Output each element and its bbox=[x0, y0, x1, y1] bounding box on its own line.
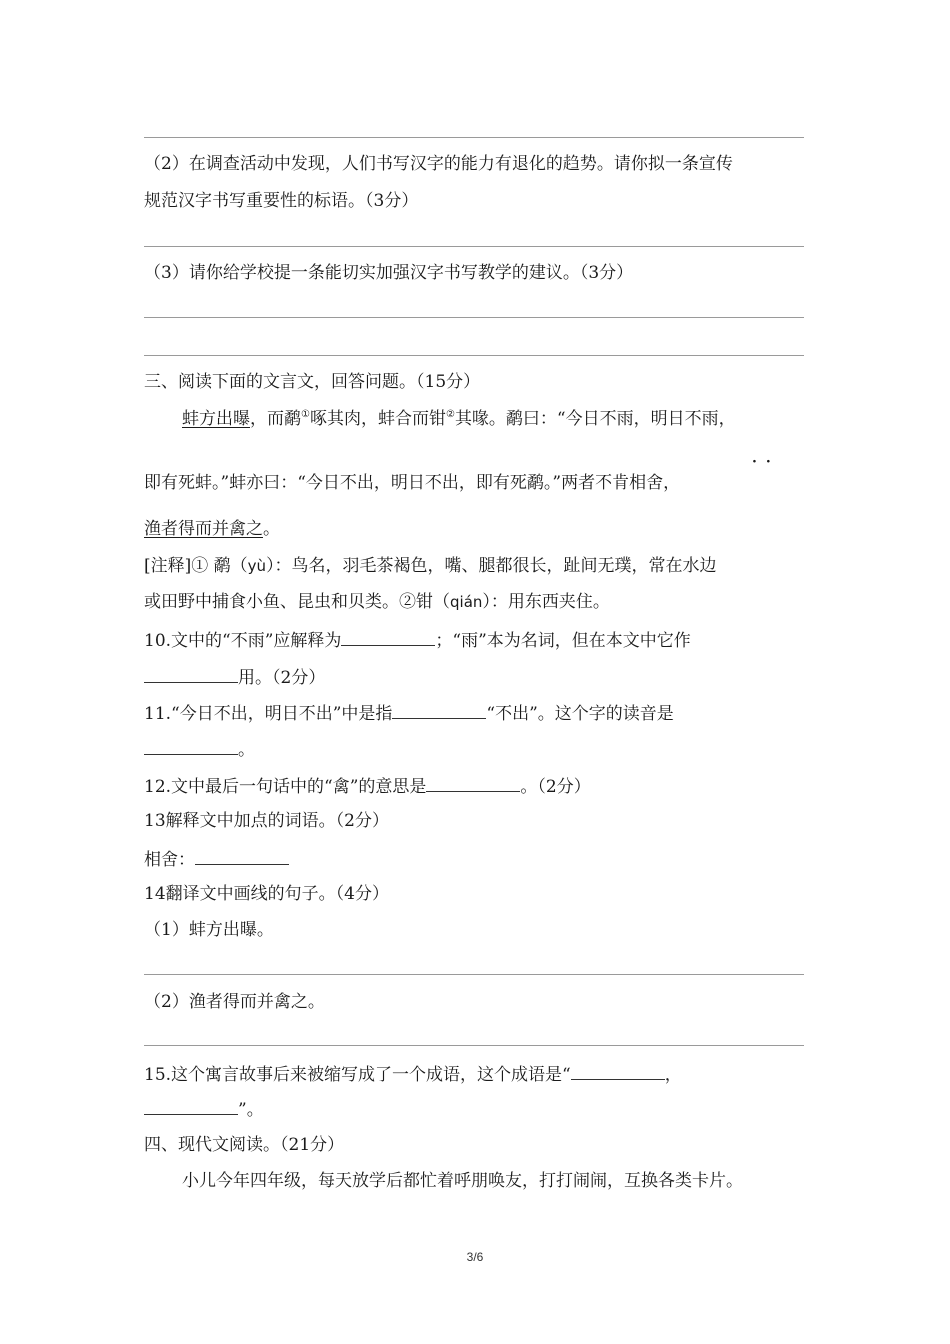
answer-blank[interactable] bbox=[392, 704, 486, 719]
q12-text: 12.文中最后一句话中的“禽”的意思是 。（2分） bbox=[144, 777, 591, 797]
answer-line bbox=[144, 137, 804, 138]
q15-line2: ”。 bbox=[144, 1100, 264, 1119]
section4-title: 四、现代文阅读。（21分） bbox=[144, 1135, 345, 1155]
note-mark-2: ② bbox=[445, 409, 455, 420]
answer-line bbox=[144, 974, 804, 975]
answer-blank[interactable] bbox=[144, 1100, 238, 1115]
q2-line2: 规范汉字书写重要性的标语。（3分） bbox=[144, 191, 419, 211]
q11-line1: 11.“今日不出，明日不出”中是指 “不出”。这个字的读音是 bbox=[144, 704, 674, 724]
q13-item: 相舍： bbox=[144, 850, 289, 869]
passage-line3: 渔者得而并禽之。 bbox=[144, 519, 280, 539]
answer-line bbox=[144, 246, 804, 247]
answer-line bbox=[144, 317, 804, 318]
answer-blank[interactable] bbox=[341, 631, 435, 646]
passage-underlined-end: 渔者得而并禽之 bbox=[144, 519, 263, 539]
q3-text: （3）请你给学校提一条能切实加强汉字书写教学的建议。（3分） bbox=[144, 263, 634, 283]
passage-line2: 即有死蚌。”蚌亦曰：“今日不出，明日不出，即有死鹬。”两者不肯相舍， bbox=[144, 473, 681, 493]
section4-paragraph: 小儿今年四年级，每天放学后都忙着呼朋唤友，打打闹闹，互换各类卡片。 bbox=[182, 1171, 743, 1191]
answer-line bbox=[144, 355, 804, 356]
dotted-word: 相舍 bbox=[629, 473, 664, 493]
answer-line bbox=[144, 1045, 804, 1046]
section3-title: 三、阅读下面的文言文，回答问题。（15分） bbox=[144, 372, 481, 392]
notes-line2: 或田野中捕食小鱼、昆虫和贝类。②钳（qián）：用东西夹住。 bbox=[144, 592, 610, 612]
answer-blank[interactable] bbox=[144, 740, 238, 755]
q11-line2: 。 bbox=[144, 740, 255, 759]
page-number: 3/6 bbox=[466, 1250, 484, 1264]
q14-item2: （2）渔者得而并禽之。 bbox=[144, 992, 325, 1012]
notes-line1: [注释]① 鹬（yù）：鸟名，羽毛茶褐色，嘴、腿都很长，趾间无璞，常在水边 bbox=[144, 556, 717, 576]
q10-line2: 用。（2分） bbox=[144, 668, 325, 687]
q15-line1: 15.这个寓言故事后来被缩写成了一个成语，这个成语是“ ， bbox=[144, 1065, 682, 1085]
note-mark-1: ① bbox=[301, 409, 310, 420]
answer-blank[interactable] bbox=[195, 850, 289, 865]
q2-line1: （2）在调查活动中发现，人们书写汉字的能力有退化的趋势。请你拟一条宣传 bbox=[144, 154, 733, 174]
q14-text: 14翻译文中画线的句子。（4分） bbox=[144, 884, 389, 904]
answer-blank[interactable] bbox=[144, 668, 238, 683]
pinyin-yu: yù bbox=[247, 557, 267, 575]
passage-underlined-start: 蚌方出曝 bbox=[182, 409, 250, 429]
passage-line1: 蚌方出曝，而鹬①啄其肉，蚌合而钳②其喙。鹬曰：“今日不雨，明日不雨， bbox=[182, 409, 736, 429]
pinyin-qian: qián bbox=[450, 593, 483, 611]
q13-text: 13解释文中加点的词语。（2分） bbox=[144, 811, 389, 831]
q10-line1: 10.文中的“不雨”应解释为 ；“雨”本为名词，但在本文中它作 bbox=[144, 631, 691, 651]
q14-item1: （1）蚌方出曝。 bbox=[144, 920, 274, 940]
emphasis-dots: ·· bbox=[752, 454, 780, 470]
answer-blank[interactable] bbox=[426, 777, 520, 792]
answer-blank[interactable] bbox=[571, 1065, 665, 1080]
